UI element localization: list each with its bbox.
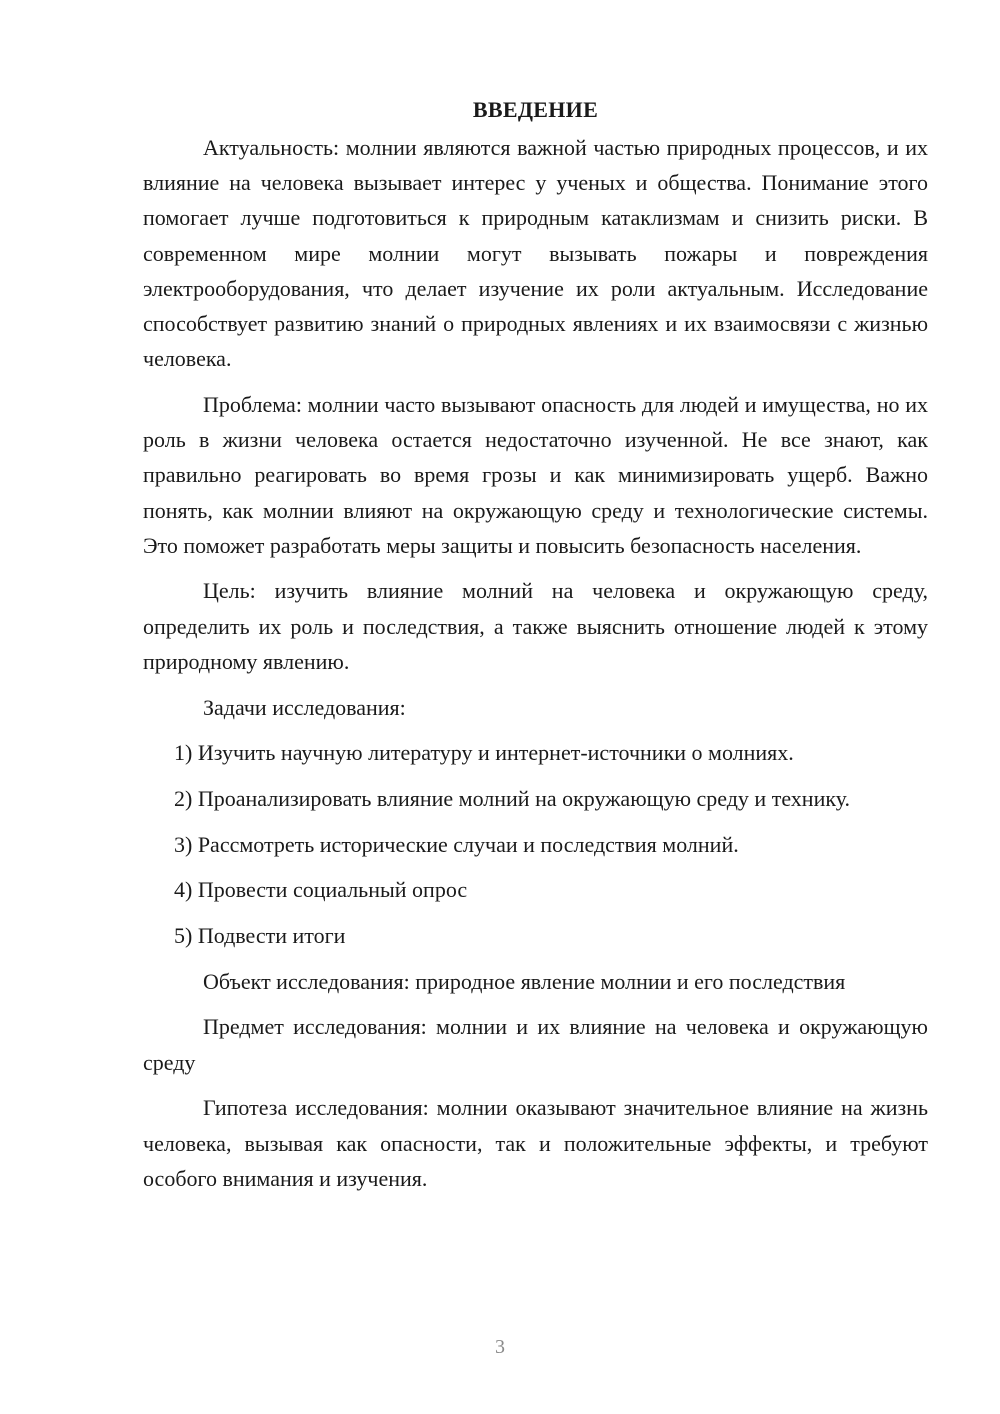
task-item-2: 2) Проанализировать влияние молний на окружающую среду и технику. — [174, 785, 851, 811]
paragraph-tasks-title: Задачи исследования: — [203, 694, 406, 720]
paragraph-hypothesis: Гипотеза исследования: молнии оказывают значительное влияние на жизнь человека, вызывая как опасности, так и положительные эффекты, и требуют особого внимания и изучения. — [143, 1095, 928, 1191]
paragraph-subject: Предмет исследования: молнии и их влияние на человека и окружающую среду — [143, 1014, 928, 1075]
task-item-1: 1) Изучить научную литературу и интернет-источники о молниях. — [174, 740, 794, 766]
document-page — [143, 92, 928, 1322]
task-item-3: 3) Рассмотреть исторические случаи и последствия молний. — [174, 831, 739, 857]
section-heading: ВВЕДЕНИЕ — [472, 97, 599, 122]
page-number: 3 — [495, 1336, 505, 1358]
paragraph-object: Объект исследования: природное явление молнии и его последствия — [203, 968, 846, 994]
task-item-4: 4) Провести социальный опрос — [174, 877, 468, 903]
task-item-5: 5) Подвести итоги — [174, 923, 346, 949]
paragraph-goal: Цель: изучить влияние молний на человека и окружающую среду, определить их роль и последствия, а также выяснить отношение людей к этому природному явлению. — [143, 578, 928, 674]
paragraph-problem: Проблема: молнии часто вызывают опасность для людей и имущества, но их роль в жизни человека остается недостаточно изученной. Не все знают, как правильно реагировать во время грозы и как минимизировать ущерб. Важно понять, как молнии влияют на окружающую среду и технологические системы. Это поможет разработать меры защиты и повысить безопасность населения. — [143, 391, 928, 558]
paragraph-relevance: Актуальность: молнии являются важной частью природных процессов, и их влияние на человека вызывает интерес у ученых и общества. Понимание этого помогает лучше подготовиться к природным катаклизмам и снизить риски. В современном мире молнии могут вызывать пожары и повреждения электрооборудования, что делает изучение их роли актуальным. Исследование способствует развитию знаний о природных явлениях и их взаимосвязи с жизнью человека. — [143, 135, 928, 372]
